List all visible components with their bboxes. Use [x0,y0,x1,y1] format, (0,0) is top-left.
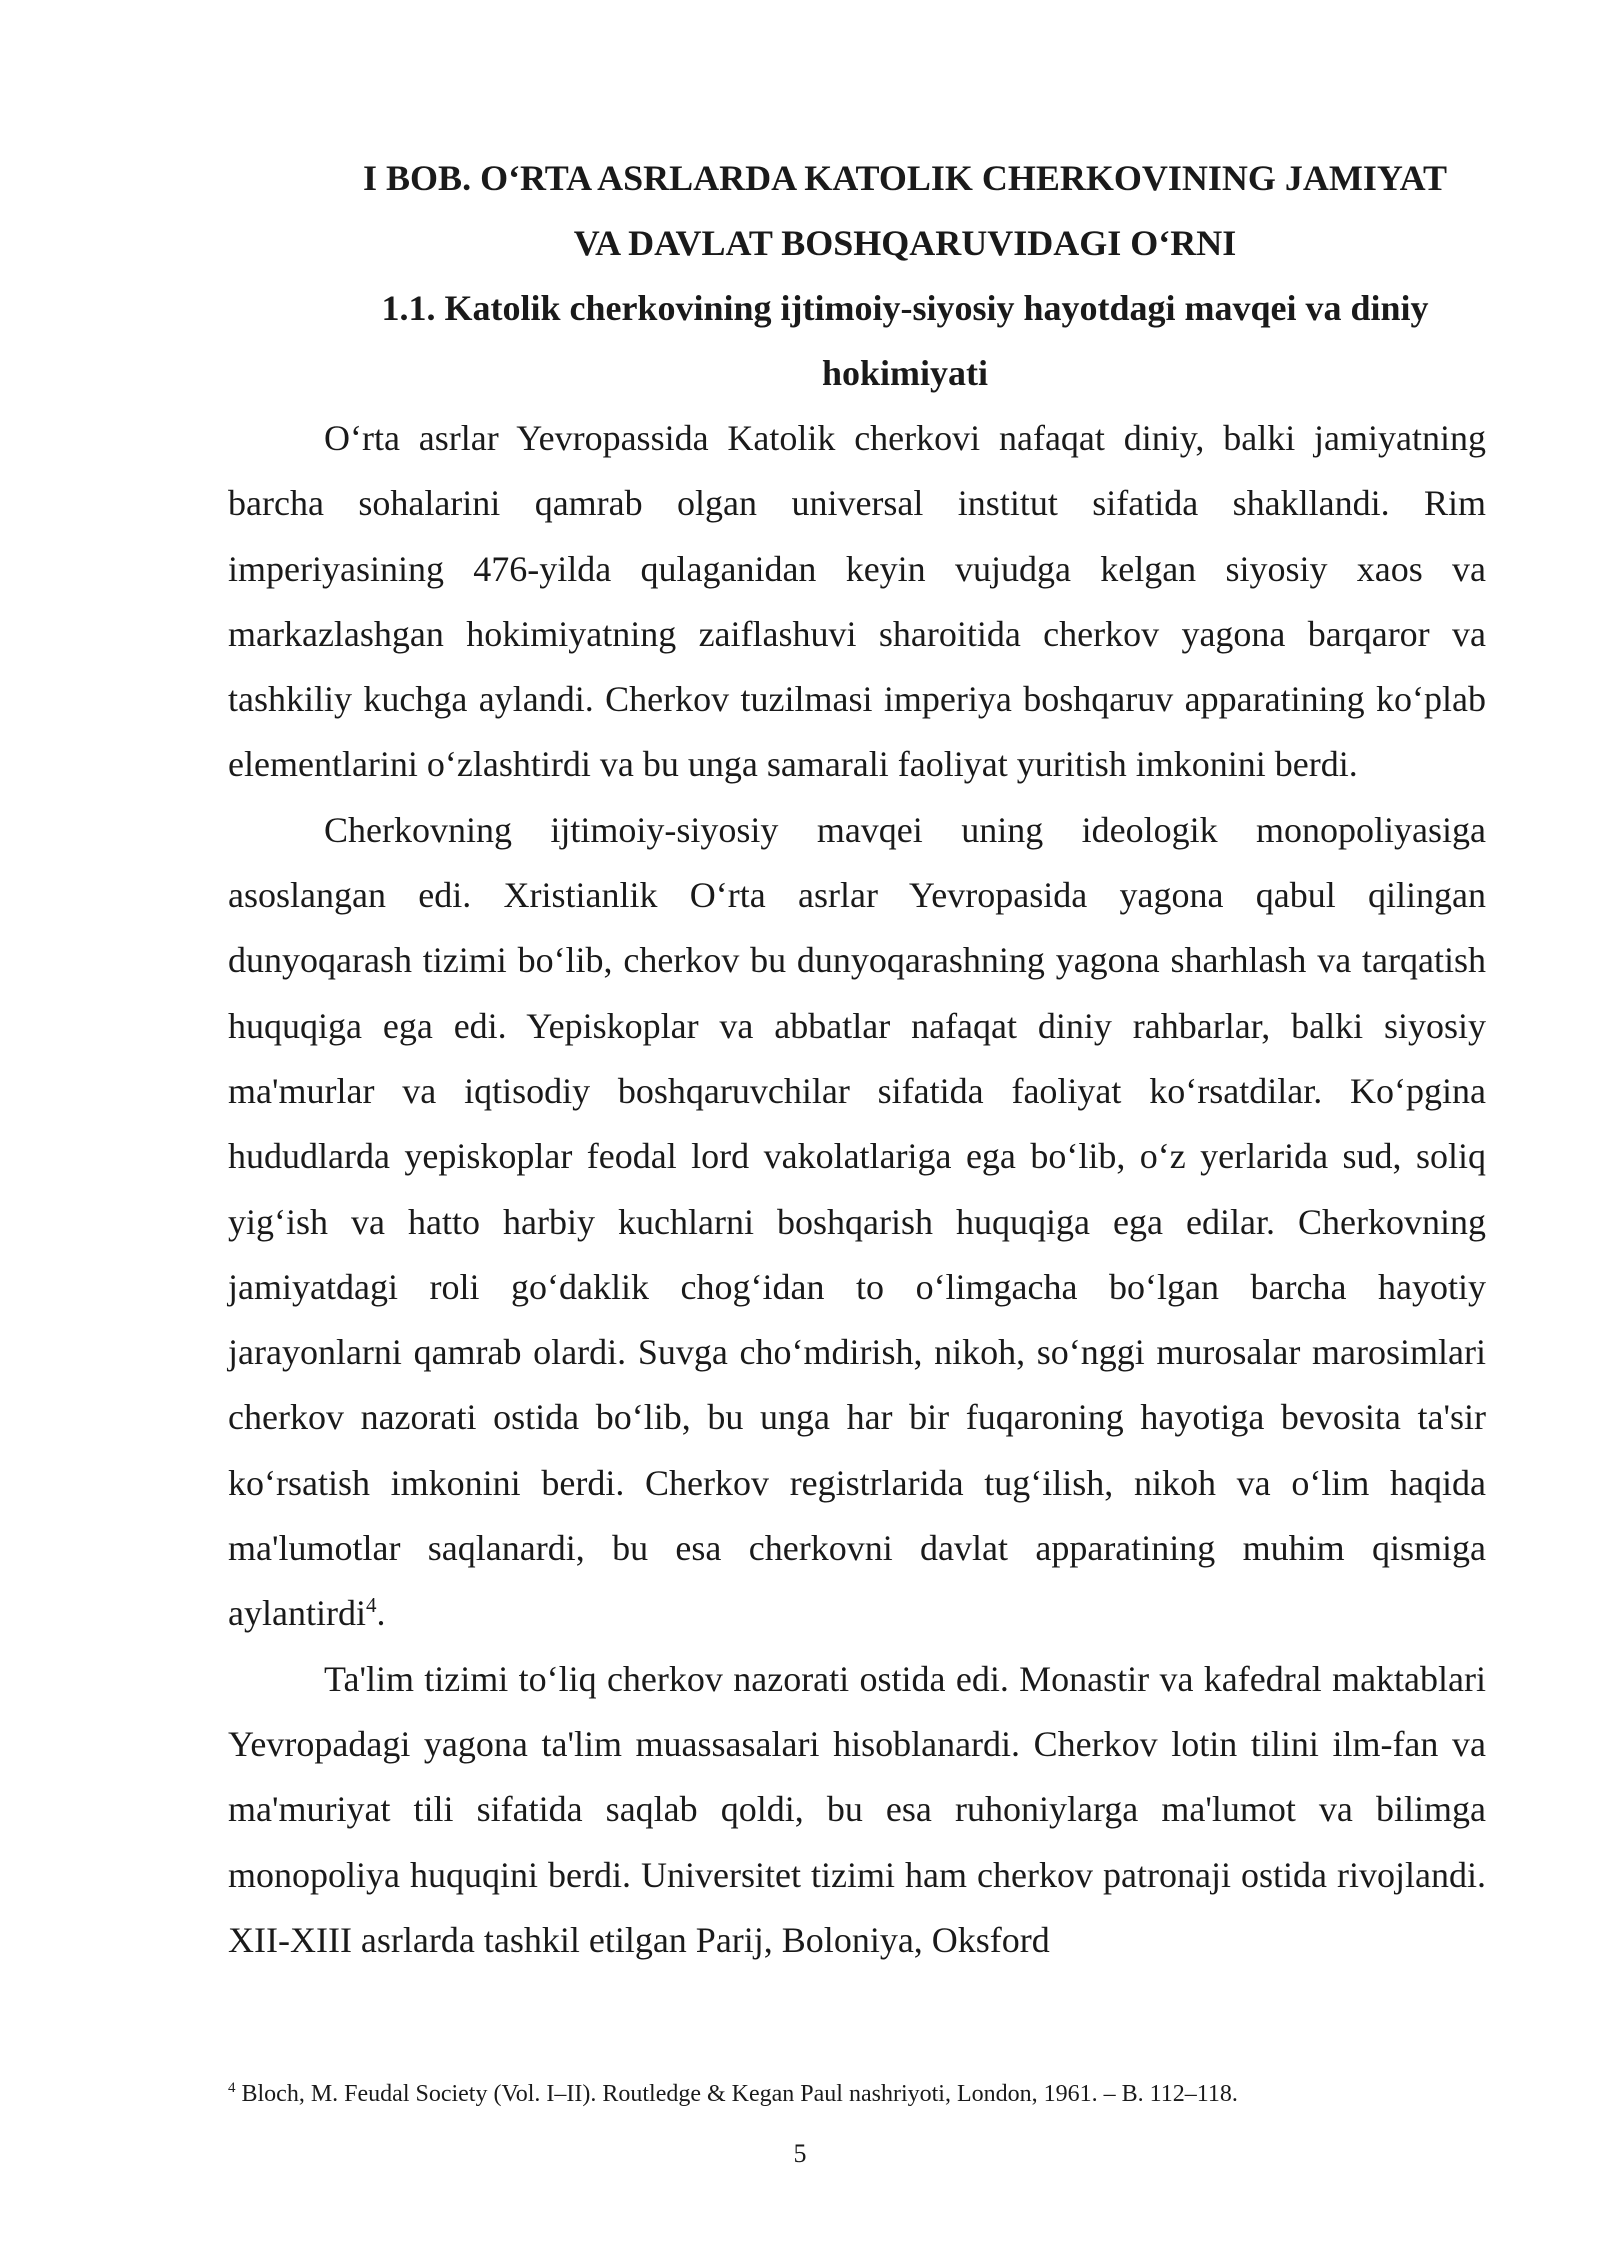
paragraph-2-end: . [376,1593,386,1634]
footnote-text: Bloch, M. Feudal Society (Vol. I–II). Routledge & Kegan Paul nashriyoti, London, 1961. – B. 112–118. [235,2081,1238,2107]
page-number: 5 [793,2139,807,2168]
footnote [228,2078,1486,2110]
section-title [228,276,1486,406]
footnote-reference[interactable]: 4 [365,1593,377,1618]
paragraph-2-text: Cherkovning ijtimoiy-siyosiy mavqei uning ideologik monopoliyasiga asoslangan edi. Xristianlik O‘rta asrlar Yevropasida yagona qabul qilingan dunyoqarash tizimi bo‘lib, cherkov bu dunyoqarashning yagona sharhlash va tarqatish huquqiga ega edi. Yepiskoplar va abbatlar nafaqat diniy rahbarlar, balki siyosiy ma'murlar va iqtisodiy boshqaruvchilar sifatida faoliyat ko‘rsatdilar. Ko‘pgina hududlarda yepiskoplar feodal lord vakolatlariga ega bo‘lib, o‘z yerlarida sud, soliq yig‘ish va hatto harbiy kuchlarni boshqarish huquqiga ega edilar. Cherkovning jamiyatdagi roli go‘daklik chog‘idan to o‘limgacha bo‘lgan barcha hayotiy jarayonlarni qamrab olardi. Suvga cho‘mdirish, nikoh, so‘nggi murosalar marosimlari cherkov nazorati ostida bo‘lib, bu unga har bir fuqaroning hayotiga bevosita ta'sir ko‘rsatish imkonini berdi. Cherkov registrlarida tug‘ilish, nikoh va o‘lim haqida ma'lumotlar saqlanardi, bu esa cherkovni davlat apparatining muhim qismiga aylantirdi [228,809,1486,1634]
paragraph-2 [228,798,1486,1647]
chapter-title [228,146,1486,276]
paragraph-1: O‘rta asrlar Yevropassida Katolik cherkovi nafaqat diniy, balki jamiyatning barcha sohalarini qamrab olgan universal institut sifatida shakllandi. Rim imperiyasining 476-yilda qulaganidan keyin vujudga kelgan siyosiy xaos va markazlashgan hokimiyatning zaiflashuvi sharoitida cherkov yagona barqaror va tashkiliy kuchga aylandi. Cherkov tuzilmasi imperiya boshqaruv apparatining ko‘plab elementlarini o‘zlashtirdi va bu unga samarali faoliyat yuritish imkonini berdi. [228,418,1486,785]
chapter-title-line-2: VA DAVLAT BOSHQARUVIDAGI O‘RNI [573,223,1237,263]
page-content [228,146,1486,1973]
section-title-line-1: 1.1. Katolik cherkovining ijtimoiy-siyosiy hayotdagi mavqei va diniy [381,288,1429,328]
section-title-line-2: hokimiyati [821,353,989,393]
paragraph-3: Ta'lim tizimi to‘liq cherkov nazorati ostida edi. Monastir va kafedral maktablari Yevropadagi yagona ta'lim muassasalari hisoblanardi. Cherkov lotin tilini ilm-fan va ma'muriyat tili sifatida saqlab qoldi, bu esa ruhoniylarga ma'lumot va bilimga monopoliya huquqini berdi. Universitet tizimi ham cherkov patronaji ostida rivojlandi. XII-XIII asrlarda tashkil etilgan Parij, Boloniya, Oksford [228,1658,1486,1960]
chapter-title-line-1: I BOB. O‘RTA ASRLARDA KATOLIK CHERKOVINING JAMIYAT [363,158,1447,198]
footnote-number: 4 [228,2080,236,2096]
